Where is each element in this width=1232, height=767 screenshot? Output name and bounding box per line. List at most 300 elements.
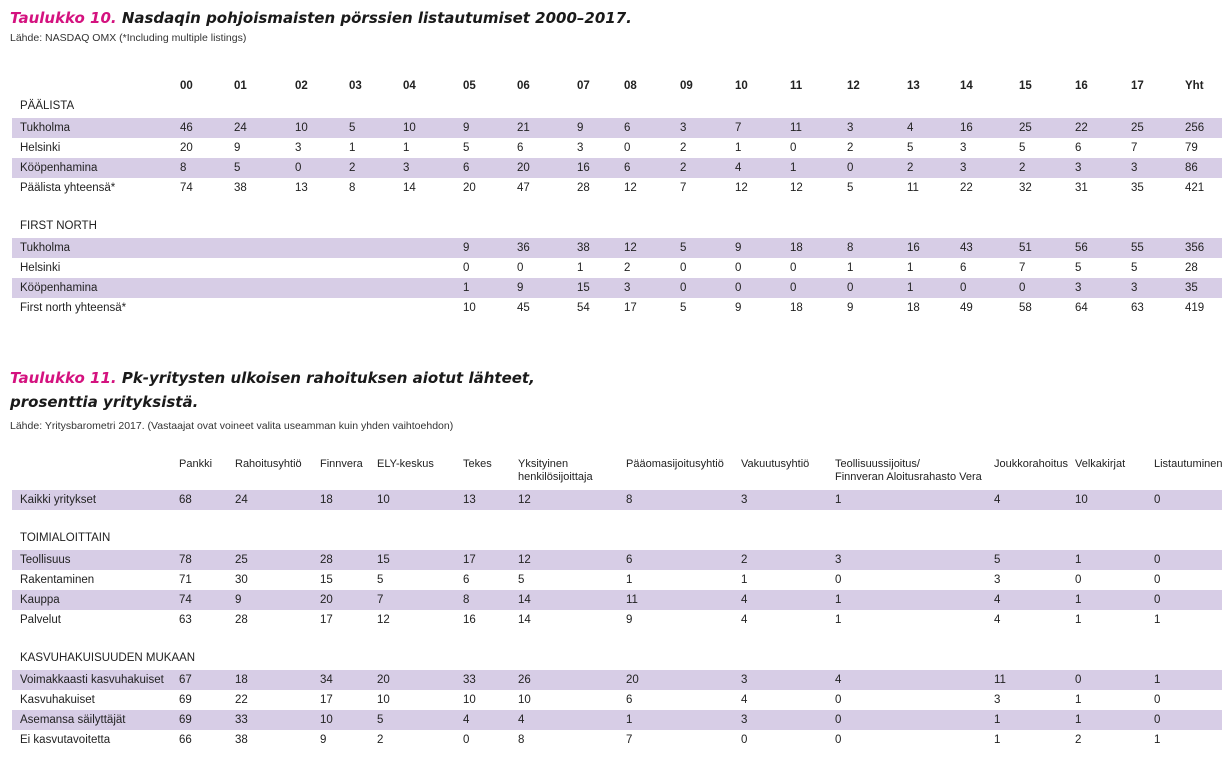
table11-cell: 63 [179,614,192,626]
table10-col-header: 08 [624,80,637,92]
table10-cell: 2 [680,142,687,154]
table10-cell: 32 [1019,182,1032,194]
table10-cell: 0 [847,162,854,174]
table11-col-header-line1: Joukkorahoitus [994,458,1068,470]
table10-cell: 5 [1019,142,1026,154]
table-row [12,730,1222,750]
table10-cell: 5 [1075,262,1082,274]
table11-cell: 1 [626,714,633,726]
table11-cell: 12 [518,554,531,566]
table11-cell: 1 [835,614,842,626]
table10-col-header: 15 [1019,80,1032,92]
table10-cell: 6 [624,122,631,134]
table10-cell: 6 [1075,142,1082,154]
table10-cell: 256 [1185,122,1205,134]
table11-cell: 20 [320,594,333,606]
table10-col-header: 09 [680,80,693,92]
table10-cell: 16 [577,162,590,174]
table10-cell: 9 [234,142,241,154]
table10-cell: 1 [790,162,797,174]
table10-cell: 1 [735,142,742,154]
table11-col-header-line1: Teollisuussijoitus/ [835,458,920,470]
table10-cell: 5 [234,162,241,174]
table10-cell: 51 [1019,242,1032,254]
table10-cell: 12 [790,182,803,194]
table10-col-header: 10 [735,80,748,92]
table-row [12,178,1222,198]
table11-cell: 3 [835,554,842,566]
table10-cell: 3 [295,142,302,154]
table10-cell: 20 [463,182,476,194]
table11-cell: 17 [320,614,333,626]
table10-col-header: 07 [577,80,590,92]
table11-row-label: Kauppa [20,594,60,606]
table11-cell: 1 [1075,554,1082,566]
table11-col-header-line1: Yksityinen [518,458,569,470]
table10-cell: 16 [960,122,973,134]
table11-cell: 9 [626,614,633,626]
table10-cell: 3 [624,282,631,294]
table11-col-header [377,458,434,471]
table10-cell: 25 [1019,122,1032,134]
table10-cell: 2 [624,262,631,274]
table11-cell: 11 [994,674,1006,686]
table10-cell: 24 [234,122,247,134]
table10-cell: 55 [1131,242,1144,254]
table10-cell: 7 [1019,262,1026,274]
table11-cell: 28 [320,554,333,566]
table11-col-header [463,458,492,471]
table10-cell: 74 [180,182,193,194]
table10-cell: 0 [735,282,742,294]
table10-cell: 9 [735,242,742,254]
table11-cell: 25 [235,554,248,566]
table10-cell: 1 [403,142,410,154]
table10-cell: 0 [960,282,967,294]
table11-col-header-line1: Vakuutusyhtiö [741,458,810,470]
table11-row-label: Kasvuhakuiset [20,694,95,706]
table10-cell: 0 [624,142,631,154]
table11-cell: 3 [741,714,748,726]
table11-row-label: Teollisuus [20,554,71,566]
table11-title-line2: prosenttia yrityksistä. [10,393,199,411]
table11-row-label: Asemansa säilyttäjät [20,714,126,726]
table11-cell: 0 [1154,694,1161,706]
table11-col-header [235,458,302,471]
table10-cell: 356 [1185,242,1205,254]
table11-cell: 17 [320,694,333,706]
table10-cell: 3 [847,122,854,134]
table11-cell: 0 [835,714,842,726]
table10-cell: 35 [1185,282,1198,294]
table11-cell: 1 [1075,714,1082,726]
table10-cell: 1 [907,262,914,274]
table10-col-header: 12 [847,80,860,92]
table10-col-header: 17 [1131,80,1144,92]
table11-cell: 10 [463,694,476,706]
table11-col-header-line1: Velkakirjat [1075,458,1126,470]
table-row [12,570,1222,590]
table11-cell: 1 [835,494,842,506]
table11-cell: 1 [741,574,748,586]
table10-cell: 43 [960,242,973,254]
table11-cell: 12 [377,614,390,626]
table10-cell: 7 [735,122,742,134]
table10-cell: 63 [1131,302,1144,314]
table11-cell: 4 [463,714,470,726]
table10-cell: 10 [403,122,416,134]
table10-cell: 1 [577,262,584,274]
table10-title-text: Nasdaqin pohjoismaisten pörssien listautumiset 2000–2017. [121,9,632,27]
table11-cell: 1 [1075,694,1082,706]
table11-col-header [518,458,593,484]
table11-cell: 0 [835,734,842,746]
table10-cell: 3 [403,162,410,174]
table11-col-header-line1: Pankki [179,458,213,470]
table10-row-label: Tukholma [20,242,71,254]
table10-col-header: Yht [1185,80,1204,92]
table10-cell: 3 [1131,162,1138,174]
table10-cell: 0 [847,282,854,294]
table11-col-header [626,458,724,471]
table10-cell: 28 [1185,262,1198,274]
table11-cell: 6 [626,554,633,566]
table11-cell: 3 [994,694,1001,706]
table11-cell: 11 [626,594,638,606]
table11-cell: 4 [741,694,748,706]
table10-cell: 9 [577,122,584,134]
table10-cell: 2 [680,162,687,174]
table10-cell: 28 [577,182,590,194]
table10-cell: 2 [847,142,854,154]
table10-col-header: 16 [1075,80,1088,92]
table10-cell: 0 [680,262,687,274]
table10-cell: 5 [680,302,687,314]
table10-row-label: First north yhteensä* [20,302,127,314]
table11-cell: 6 [626,694,633,706]
table10-cell: 22 [960,182,973,194]
table11-col-header [1154,458,1223,471]
table11-cell: 22 [235,694,248,706]
table11-cell: 0 [1154,574,1161,586]
table11-cell: 20 [377,674,390,686]
table11-cell: 34 [320,674,333,686]
table-row [12,490,1222,510]
table10-cell: 3 [1131,282,1138,294]
table10-cell: 6 [960,262,967,274]
table11-cell: 5 [518,574,525,586]
table10-cell: 54 [577,302,590,314]
table-row [12,238,1222,258]
table10-cell: 9 [463,122,470,134]
table11-col-header [835,458,982,484]
table10-cell: 4 [907,122,914,134]
table11-cell: 3 [741,674,748,686]
table11-cell: 0 [835,574,842,586]
table10-cell: 5 [349,122,356,134]
table-row [12,118,1222,138]
table11-col-header [994,458,1068,471]
table11-col-header-line2: Finnveran Aloitusrahasto Vera [835,471,982,483]
table10-cell: 3 [1075,162,1082,174]
table10-cell: 38 [234,182,247,194]
table10-cell: 14 [403,182,416,194]
table-row [12,298,1222,318]
table10-cell: 5 [463,142,470,154]
table11-cell: 18 [235,674,248,686]
table11-cell: 8 [518,734,525,746]
table-row [12,158,1222,178]
table11-col-header-line1: Finnvera [320,458,363,470]
table11-cell: 26 [518,674,531,686]
table10-cell: 419 [1185,302,1205,314]
table11-cell: 7 [626,734,633,746]
table11-cell: 10 [320,714,333,726]
table10-cell: 64 [1075,302,1088,314]
table10-cell: 0 [680,282,687,294]
table10-cell: 17 [624,302,637,314]
table10-cell: 38 [577,242,590,254]
table11-row-label: Voimakkaasti kasvuhakuiset [20,674,164,686]
table10-cell: 18 [790,242,803,254]
table-row [12,590,1222,610]
table10-section-heading: FIRST NORTH [20,220,97,232]
table-row [12,710,1222,730]
table10-col-header: 02 [295,80,308,92]
table11-cell: 0 [1154,554,1161,566]
table11-cell: 10 [377,694,390,706]
table11-cell: 78 [179,554,192,566]
table10-cell: 1 [463,282,470,294]
table11-cell: 68 [179,494,192,506]
table11-cell: 0 [1075,574,1082,586]
table11-cell: 28 [235,614,248,626]
table11-row-label: Kaikki yritykset [20,494,97,506]
table11-cell: 1 [835,594,842,606]
table11-row-label: Palvelut [20,614,61,626]
table10-cell: 31 [1075,182,1088,194]
table11-cell: 5 [994,554,1001,566]
table10-cell: 0 [790,282,797,294]
table10-cell: 0 [1019,282,1026,294]
table11-cell: 33 [463,674,476,686]
table10-cell: 8 [180,162,187,174]
table11-row-label: Rakentaminen [20,574,95,586]
table11-cell: 1 [1154,734,1161,746]
table10-cell: 10 [295,122,308,134]
table11-cell: 15 [320,574,333,586]
table10-cell: 2 [907,162,914,174]
table11-title-line1: Pk-yritysten ulkoisen rahoituksen aiotut lähteet, [121,369,535,387]
table11-cell: 24 [235,494,248,506]
table10-cell: 0 [463,262,470,274]
table10-col-header: 01 [234,80,247,92]
table10-cell: 3 [577,142,584,154]
table10-row-label: Tukholma [20,122,71,134]
table10-col-header: 13 [907,80,920,92]
table10-cell: 0 [517,262,524,274]
table10-cell: 58 [1019,302,1032,314]
table10-cell: 20 [517,162,530,174]
table10-cell: 18 [790,302,803,314]
table10-cell: 9 [517,282,524,294]
table11-col-header [320,458,363,471]
table11-cell: 20 [626,674,639,686]
table-row [12,278,1222,298]
table11-cell: 16 [463,614,476,626]
table10-col-header: 05 [463,80,476,92]
table10-row-label: Päälista yhteensä* [20,182,116,194]
table11-cell: 4 [835,674,842,686]
table11-cell: 0 [741,734,748,746]
table10-cell: 0 [735,262,742,274]
table11-cell: 1 [1075,594,1082,606]
table10-cell: 5 [847,182,854,194]
table10-col-header: 00 [180,80,193,92]
table11-col-header-line1: Pääomasijoitusyhtiö [626,458,724,470]
table11-cell: 1 [1154,674,1161,686]
table10-cell: 0 [790,142,797,154]
table10-cell: 10 [463,302,476,314]
table11-cell: 4 [994,594,1001,606]
table10-cell: 15 [577,282,590,294]
table10-cell: 13 [295,182,308,194]
table10-col-header: 04 [403,80,416,92]
table10-cell: 12 [624,182,637,194]
table11-cell: 3 [994,574,1001,586]
table10-cell: 1 [907,282,914,294]
table11-cell: 0 [1154,594,1161,606]
table10-cell: 45 [517,302,530,314]
table11-cell: 14 [518,614,531,626]
table10-cell: 4 [735,162,742,174]
table11-row-label: Ei kasvutavoitetta [20,734,111,746]
table11-cell: 9 [320,734,327,746]
table11-cell: 0 [1075,674,1082,686]
table10-col-header: 03 [349,80,362,92]
table11-cell: 9 [235,594,242,606]
table10-section-heading: PÄÄLISTA [20,100,75,112]
table11-cell: 8 [626,494,633,506]
table10-cell: 3 [680,122,687,134]
table10-cell: 1 [349,142,356,154]
table-row [12,138,1222,158]
table10-cell: 79 [1185,142,1198,154]
table11-cell: 15 [377,554,390,566]
table11-col-header-line1: Listautuminen [1154,458,1223,470]
table10-cell: 9 [847,302,854,314]
table11-cell: 4 [994,494,1001,506]
table10-cell: 56 [1075,242,1088,254]
table11-cell: 69 [179,714,192,726]
table11-cell: 30 [235,574,248,586]
table10-cell: 421 [1185,182,1205,194]
table10-cell: 2 [349,162,356,174]
table11-cell: 8 [463,594,470,606]
table11-cell: 10 [377,494,390,506]
table10-cell: 86 [1185,162,1198,174]
table10-cell: 47 [517,182,530,194]
table10-source: Lähde: NASDAQ OMX (*Including multiple listings) [10,32,247,44]
table11-cell: 5 [377,574,384,586]
table11-cell: 1 [1154,614,1161,626]
table10-cell: 3 [1075,282,1082,294]
table10-cell: 20 [180,142,193,154]
table10-row-label: Helsinki [20,142,61,154]
table10-cell: 18 [907,302,920,314]
table10-cell: 2 [1019,162,1026,174]
table10-cell: 5 [1131,262,1138,274]
table10-cell: 8 [847,242,854,254]
table11-cell: 1 [1075,614,1082,626]
table11-cell: 13 [463,494,476,506]
table11-col-header-line1: ELY-keskus [377,458,434,470]
table10-cell: 35 [1131,182,1144,194]
table10-cell: 6 [463,162,470,174]
table10-col-header: 11 [790,80,803,92]
table10-col-header: 14 [960,80,973,92]
table10-title [10,7,632,29]
table-row [12,610,1222,630]
table10-cell: 6 [517,142,524,154]
table10-cell: 49 [960,302,973,314]
table10-cell: 7 [1131,142,1138,154]
table10-row-label: Helsinki [20,262,61,274]
table10-cell: 22 [1075,122,1088,134]
table11-cell: 1 [994,734,1001,746]
table-row [12,690,1222,710]
table10-cell: 7 [680,182,687,194]
table11-cell: 14 [518,594,531,606]
table11-cell: 0 [835,694,842,706]
table10-cell: 11 [907,182,919,194]
table10-cell: 16 [907,242,920,254]
table11-cell: 1 [994,714,1001,726]
table11-cell: 4 [741,614,748,626]
table10-cell: 12 [624,242,637,254]
table10-cell: 0 [295,162,302,174]
table11-col-header [179,458,212,471]
table11-cell: 18 [320,494,333,506]
table11-col-header-line1: Rahoitusyhtiö [235,458,302,470]
table11-section-heading: TOIMIALOITTAIN [20,532,111,544]
table10-cell: 6 [624,162,631,174]
table11-cell: 38 [235,734,248,746]
table11-cell: 71 [179,574,192,586]
table10-cell: 0 [790,262,797,274]
table11-cell: 2 [741,554,748,566]
table11-cell: 17 [463,554,476,566]
table-row [12,670,1222,690]
table11-cell: 66 [179,734,192,746]
table10-cell: 9 [735,302,742,314]
table11-title [10,367,535,389]
table11-cell: 3 [741,494,748,506]
table10-cell: 21 [517,122,530,134]
table10-row-label: Kööpenhamina [20,282,98,294]
table11-cell: 2 [377,734,384,746]
table10-cell: 8 [349,182,356,194]
table11-label: Taulukko 11. [10,369,117,387]
table10-cell: 5 [680,242,687,254]
table11-cell: 12 [518,494,531,506]
table11-cell: 33 [235,714,248,726]
table11-cell: 4 [994,614,1001,626]
table10-cell: 25 [1131,122,1144,134]
table11-cell: 0 [463,734,470,746]
table10-col-header: 06 [517,80,530,92]
table11-cell: 10 [1075,494,1088,506]
